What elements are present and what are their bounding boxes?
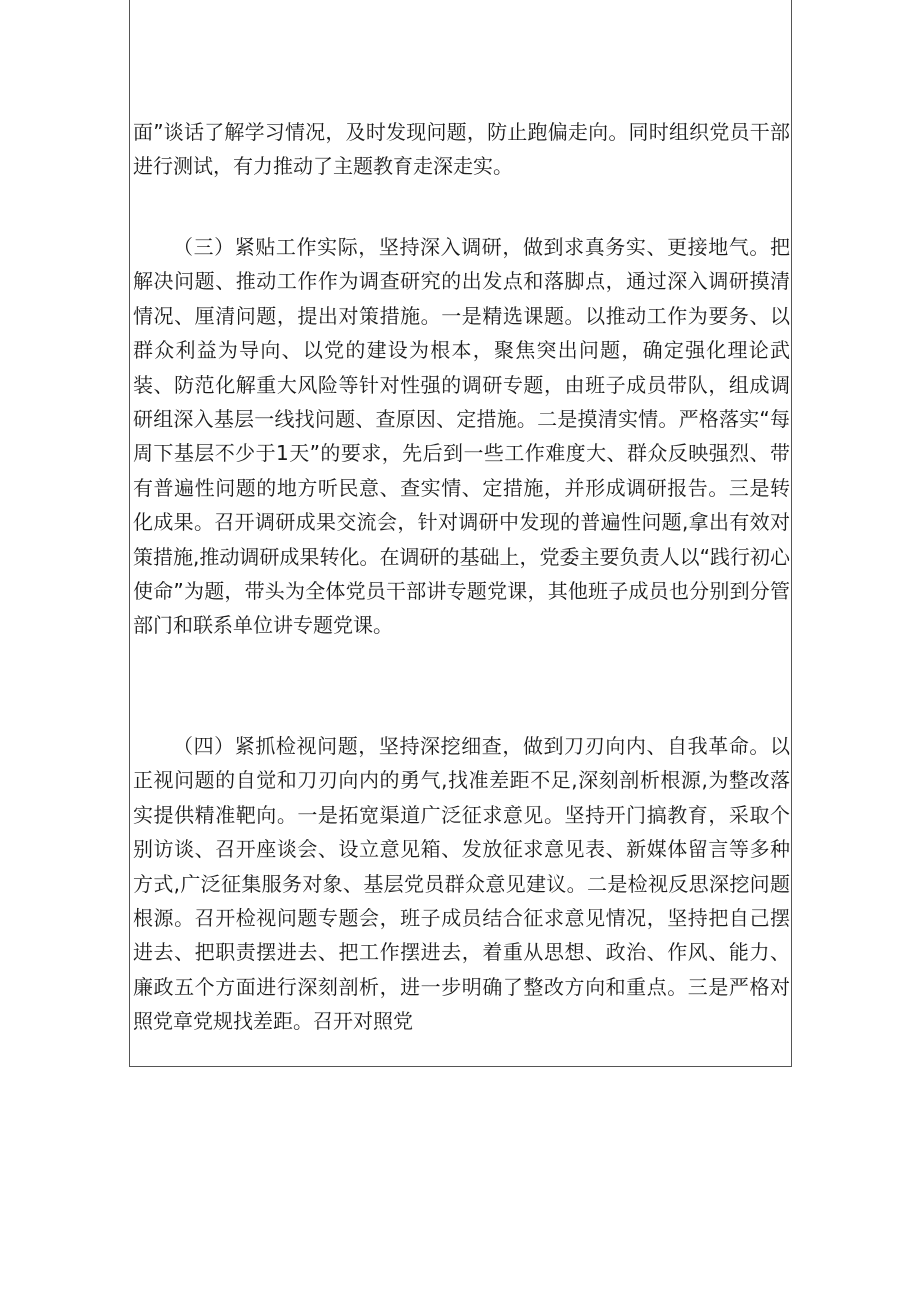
paragraph-section-four: （四）紧抓检视问题，坚持深挖细查，做到刀刃向内、自我革命。以正视问题的自觉和刀刃向内的勇气,找准差距不足,深刻剖析根源,为整改落实提供精准靶向。一是拓宽渠道广泛征求意见。坚持开门搞教育，采取个别访谈、召开座谈会、设立意见箱、发放征求意见表、新媒体留言等多种方式,广泛征集服务对象、基层党员群众意见建议。二是检视反思深挖问题根源。召开检视问题专题会，班子成员结合征求意见情况，坚持把自己摆进去、把职责摆进去、把工作摆进去，着重从思想、政治、作风、能力、廉政五个方面进行深刻剖析，进一步明确了整改方向和重点。三是严格对照党章党规找差距。召开对照党 — [133, 734, 790, 1034]
paragraph-continuation: 面”谈话了解学习情况，及时发现问题，防止跑偏走向。同时组织党员干部进行测试，有力推动了主题教育走深走实。 — [133, 120, 790, 179]
paragraph-section-three: （三）紧贴工作实际，坚持深入调研，做到求真务实、更接地气。把解决问题、推动工作作为调查研究的出发点和落脚点，通过深入调研摸清情况、厘清问题，提出对策措施。一是精选课题。以推动工作为要务、以群众利益为导向、以党的建设为根本，聚焦突出问题，确定强化理论武装、防范化解重大风险等针对性强的调研专题，由班子成员带队，组成调研组深入基层一线找问题、查原因、定措施。二是摸清实情。严格落实“每周下基层不少于1天”的要求，先后到一些工作难度大、群众反映强烈、带有普遍性问题的地方听民意、查实情、定措施，并形成调研报告。三是转化成果。召开调研成果交流会，针对调研中发现的普遍性问题,拿出有效对策措施,推动调研成果转化。在调研的基础上，党委主要负责人以“践行初心使命”为题，带头为全体党员干部讲专题党课，其他班子成员也分别到分管部门和联系单位讲专题党课。 — [133, 235, 790, 638]
text-table-cell — [129, 0, 792, 1067]
